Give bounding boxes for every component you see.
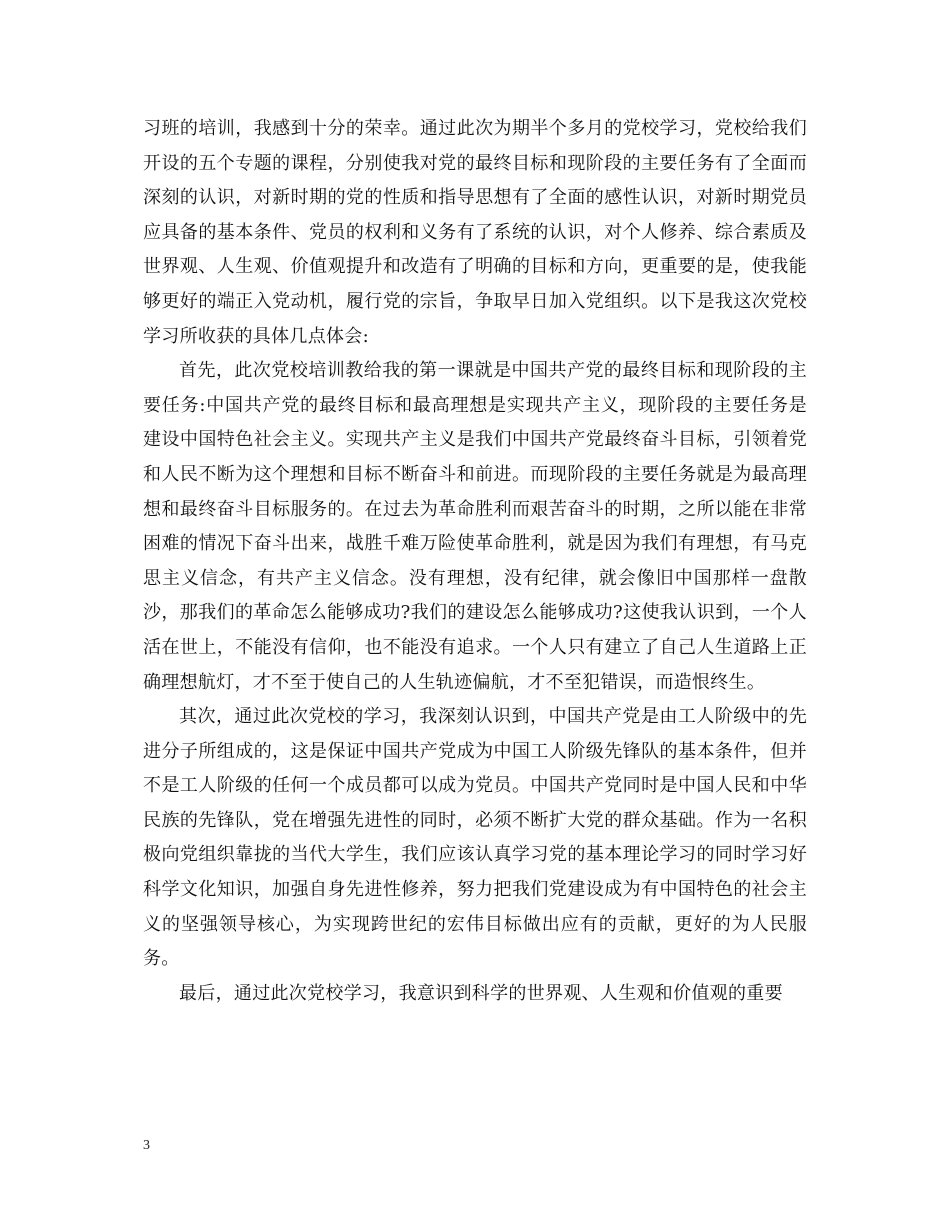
page-number: 3	[143, 1138, 150, 1153]
paragraph-second-point: 其次，通过此次党校的学习，我深刻认识到，中国共产党是由工人阶级中的先进分子所组成的，这是保证中国共产党成为中国工人阶级先锋队的基本条件，但并不是工人阶级的任何一个成员都可以成为党员。中国共产党同时是中国人民和中华民族的先锋队，党在增强先进性的同时，必须不断扩大党的群众基础。作为一名积极向党组织靠拢的当代大学生，我们应该认真学习党的基本理论学习的同时学习好科学文化知识，加强自身先进性修养，努力把我们党建设成为有中国特色的社会主义的坚强领导核心，为实现跨世纪的宏伟目标做出应有的贡献，更好的为人民服务。	[143, 706, 807, 970]
paragraph-continuation: 习班的培训，我感到十分的荣幸。通过此次为期半个多月的党校学习，党校给我们开设的五个专题的课程，分别使我对党的最终目标和现阶段的主要任务有了全面而深刻的认识，对新时期的党的性质和指导思想有了全面的感性认识，对新时期党员应具备的基本条件、党员的权利和义务有了系统的认识，对个人修养、综合素质及世界观、人生观、价值观提升和改造有了明确的目标和方向，更重要的是，使我能够更好的端正入党动机，履行党的宗旨，争取早日加入党组织。以下是我这次党校学习所收获的具体几点体会:	[143, 118, 807, 347]
paragraph-first-point: 首先，此次党校培训教给我的第一课就是中国共产党的最终目标和现阶段的主要任务:中国共产党的最终目标和最高理想是实现共产主义，现阶段的主要任务是建设中国特色社会主义。实现共产主义是我们中国共产党最终奋斗目标，引领着党和人民不断为这个理想和目标不断奋斗和前进。而现阶段的主要任务就是为最高理想和最终奋斗目标服务的。在过去为革命胜利而艰苦奋斗的时期，之所以能在非常困难的情况下奋斗出来，战胜千难万险使革命胜利，就是因为我们有理想，有马克思主义信念，有共产主义信念。没有理想，没有纪律，就会像旧中国那样一盘散沙，那我们的革命怎么能够成功?我们的建设怎么能够成功?这使我认识到，一个人活在世上，不能没有信仰，也不能没有追求。一个人只有建立了自己人生道路上正确理想航灯，才不至于使自己的人生轨迹偏航，才不至犯错误，而造恨终生。	[143, 360, 807, 693]
body-text	[143, 112, 807, 1011]
paragraph-last-point: 最后，通过此次党校学习，我意识到科学的世界观、人生观和价值观的重要	[179, 982, 783, 1004]
